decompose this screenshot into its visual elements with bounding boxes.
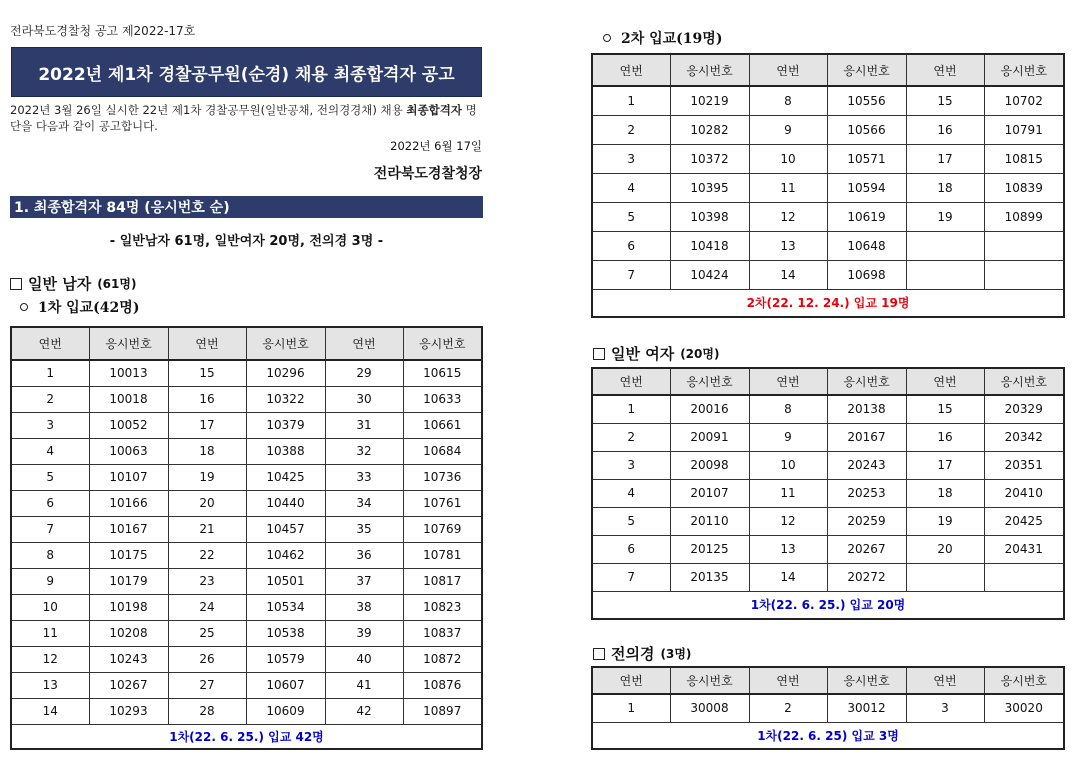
- cell-exam-no: 30012: [827, 694, 906, 722]
- cell-exam-no: 10425: [246, 464, 325, 490]
- cell-seq: 1: [592, 395, 670, 423]
- cell-seq: 33: [325, 464, 403, 490]
- checkbox-square-icon: [10, 278, 22, 290]
- table-row: [11, 464, 482, 490]
- column-header-exam-no: 응시번호: [670, 54, 749, 86]
- cell-seq: 12: [749, 507, 827, 535]
- cell-seq: 17: [906, 144, 984, 173]
- cell-seq: 23: [168, 568, 246, 594]
- table-header-row: [11, 327, 482, 360]
- women-heading: [593, 343, 719, 364]
- table-footer-note: 2차(22. 12. 24.) 입교 19명: [592, 289, 1064, 317]
- table-row: [592, 202, 1064, 231]
- cell-seq: 39: [325, 620, 403, 646]
- cell-exam-no: 20125: [670, 535, 749, 563]
- cell-seq: 32: [325, 438, 403, 464]
- men-round1-heading-label: 1차 입교(42명): [38, 300, 140, 316]
- cell-seq: 16: [906, 115, 984, 144]
- column-header-seq: 연번: [592, 667, 670, 694]
- cell-exam-no: 10615: [403, 360, 482, 386]
- column-header-seq: 연번: [749, 667, 827, 694]
- cell-exam-no: 10534: [246, 594, 325, 620]
- cell-seq: 3: [11, 412, 89, 438]
- cell-seq: 10: [11, 594, 89, 620]
- cell-exam-no: 10594: [827, 173, 906, 202]
- table-footer-row: [11, 724, 482, 749]
- table-header-row: [592, 368, 1064, 395]
- table-row: [11, 386, 482, 412]
- cell-seq: 1: [592, 86, 670, 115]
- cell-seq: 9: [749, 115, 827, 144]
- cell-seq: 18: [906, 173, 984, 202]
- cell-exam-no: 10013: [89, 360, 168, 386]
- cell-exam-no: 10769: [403, 516, 482, 542]
- table-row: [592, 395, 1064, 423]
- cell-seq: 13: [749, 231, 827, 260]
- men-heading-label: 일반 남자: [28, 275, 92, 293]
- cell-seq: 34: [325, 490, 403, 516]
- intro-text-end: 명단을 다음과 같이 공고합니다.: [10, 103, 477, 133]
- cell-exam-no: 10736: [403, 464, 482, 490]
- conscript-heading: [593, 643, 691, 664]
- cell-exam-no: 20138: [827, 395, 906, 423]
- cell-exam-no: [984, 260, 1064, 289]
- cell-exam-no: 10107: [89, 464, 168, 490]
- cell-exam-no: 10388: [246, 438, 325, 464]
- cell-seq: 2: [11, 386, 89, 412]
- table-row: [592, 535, 1064, 563]
- cell-exam-no: 10566: [827, 115, 906, 144]
- table-footer-note: 1차(22. 6. 25.) 입교 42명: [11, 724, 482, 749]
- cell-exam-no: 10293: [89, 698, 168, 724]
- table-footer-row: [592, 722, 1064, 749]
- cell-exam-no: 10661: [403, 412, 482, 438]
- cell-exam-no: 10379: [246, 412, 325, 438]
- men-round1-table: [10, 326, 483, 750]
- cell-exam-no: 10462: [246, 542, 325, 568]
- cell-exam-no: 10781: [403, 542, 482, 568]
- cell-seq: 36: [325, 542, 403, 568]
- cell-seq: 35: [325, 516, 403, 542]
- cell-seq: 8: [749, 395, 827, 423]
- table-row: [11, 438, 482, 464]
- column-header-seq: 연번: [325, 327, 403, 360]
- cell-seq: 30: [325, 386, 403, 412]
- column-header-exam-no: 응시번호: [984, 667, 1064, 694]
- table-row: [592, 86, 1064, 115]
- cell-seq: 3: [592, 144, 670, 173]
- table-row: [11, 594, 482, 620]
- table-row: [592, 694, 1064, 722]
- cell-exam-no: 10052: [89, 412, 168, 438]
- cell-exam-no: 10296: [246, 360, 325, 386]
- cell-exam-no: 10243: [89, 646, 168, 672]
- cell-exam-no: 10267: [89, 672, 168, 698]
- cell-exam-no: 10501: [246, 568, 325, 594]
- cell-seq: 20: [168, 490, 246, 516]
- cell-seq: 6: [11, 490, 89, 516]
- cell-exam-no: 10684: [403, 438, 482, 464]
- cell-exam-no: 30020: [984, 694, 1064, 722]
- column-header-seq: 연번: [906, 368, 984, 395]
- cell-exam-no: 20329: [984, 395, 1064, 423]
- table-row: [11, 620, 482, 646]
- column-header-seq: 연번: [749, 54, 827, 86]
- cell-exam-no: 10609: [246, 698, 325, 724]
- cell-exam-no: 10899: [984, 202, 1064, 231]
- cell-seq: 19: [906, 202, 984, 231]
- cell-seq: 18: [906, 479, 984, 507]
- cell-seq: 15: [168, 360, 246, 386]
- cell-exam-no: 10815: [984, 144, 1064, 173]
- cell-exam-no: [984, 231, 1064, 260]
- section-summary: - 일반남자 61명, 일반여자 20명, 전의경 3명 -: [109, 234, 384, 249]
- table-row: [11, 672, 482, 698]
- table-row: [11, 360, 482, 386]
- cell-seq: 31: [325, 412, 403, 438]
- cell-seq: 12: [11, 646, 89, 672]
- table-row: [592, 231, 1064, 260]
- checkbox-square-icon: [593, 648, 605, 660]
- cell-seq: 8: [11, 542, 89, 568]
- cell-exam-no: 10219: [670, 86, 749, 115]
- column-header-seq: 연번: [906, 54, 984, 86]
- cell-seq: 11: [749, 479, 827, 507]
- cell-seq: 14: [749, 563, 827, 591]
- cell-seq: 13: [749, 535, 827, 563]
- cell-seq: 19: [168, 464, 246, 490]
- section-title: 1. 최종합격자 84명 (응시번호 순): [10, 196, 483, 218]
- cell-exam-no: 10208: [89, 620, 168, 646]
- table-footer-note: 1차(22. 6. 25.) 입교 20명: [592, 591, 1064, 619]
- cell-seq: 9: [11, 568, 89, 594]
- cell-exam-no: 10395: [670, 173, 749, 202]
- circle-bullet-icon: [20, 303, 28, 311]
- issuer-name: 전라북도경찰청장: [373, 166, 482, 182]
- table-row: [592, 260, 1064, 289]
- cell-seq: 26: [168, 646, 246, 672]
- cell-seq: 14: [11, 698, 89, 724]
- cell-exam-no: 10282: [670, 115, 749, 144]
- cell-seq: [906, 231, 984, 260]
- men-round2-heading-label: 2차 입교(19명): [621, 31, 723, 47]
- table-row: [11, 568, 482, 594]
- column-header-exam-no: 응시번호: [984, 368, 1064, 395]
- table-row: [11, 412, 482, 438]
- cell-seq: 2: [749, 694, 827, 722]
- cell-exam-no: 10179: [89, 568, 168, 594]
- intro-emphasis: 최종합격자: [406, 103, 462, 117]
- cell-seq: 38: [325, 594, 403, 620]
- conscript-table: [591, 666, 1065, 750]
- cell-exam-no: 10761: [403, 490, 482, 516]
- cell-exam-no: 20410: [984, 479, 1064, 507]
- conscript-heading-label: 전의경: [611, 645, 655, 663]
- cell-seq: 29: [325, 360, 403, 386]
- cell-exam-no: 20107: [670, 479, 749, 507]
- table-row: [592, 115, 1064, 144]
- cell-seq: 27: [168, 672, 246, 698]
- column-header-exam-no: 응시번호: [827, 667, 906, 694]
- cell-seq: 15: [906, 86, 984, 115]
- cell-seq: 10: [749, 451, 827, 479]
- cell-seq: 17: [168, 412, 246, 438]
- table-footer-row: [592, 289, 1064, 317]
- cell-exam-no: 10556: [827, 86, 906, 115]
- table-row: [592, 144, 1064, 173]
- women-heading-count: (20명): [680, 347, 720, 361]
- cell-seq: 11: [11, 620, 89, 646]
- table-row: [592, 507, 1064, 535]
- cell-seq: 16: [906, 423, 984, 451]
- cell-exam-no: 10607: [246, 672, 325, 698]
- intro-text: 2022년 3월 26일 실시한 22년 제1차 경찰공무원(일반공채, 전의경경채) 채용: [10, 103, 407, 117]
- men-heading-count: (61명): [97, 277, 137, 291]
- cell-seq: 21: [168, 516, 246, 542]
- column-header-exam-no: 응시번호: [984, 54, 1064, 86]
- column-header-exam-no: 응시번호: [89, 327, 168, 360]
- column-header-exam-no: 응시번호: [827, 368, 906, 395]
- cell-seq: 5: [11, 464, 89, 490]
- column-header-exam-no: 응시번호: [246, 327, 325, 360]
- cell-seq: 16: [168, 386, 246, 412]
- cell-exam-no: 20425: [984, 507, 1064, 535]
- column-header-seq: 연번: [11, 327, 89, 360]
- cell-seq: 19: [906, 507, 984, 535]
- cell-seq: 41: [325, 672, 403, 698]
- cell-exam-no: 10872: [403, 646, 482, 672]
- cell-exam-no: 20243: [827, 451, 906, 479]
- cell-exam-no: 10322: [246, 386, 325, 412]
- column-header-seq: 연번: [592, 368, 670, 395]
- cell-exam-no: 20098: [670, 451, 749, 479]
- cell-exam-no: 10063: [89, 438, 168, 464]
- cell-exam-no: 10698: [827, 260, 906, 289]
- cell-exam-no: 20253: [827, 479, 906, 507]
- cell-seq: 7: [592, 563, 670, 591]
- cell-exam-no: [984, 563, 1064, 591]
- cell-exam-no: 20351: [984, 451, 1064, 479]
- cell-seq: 18: [168, 438, 246, 464]
- conscript-heading-count: (3명): [660, 647, 692, 661]
- table-row: [11, 516, 482, 542]
- cell-seq: 2: [592, 115, 670, 144]
- table-row: [11, 698, 482, 724]
- table-header-row: [592, 667, 1064, 694]
- notice-date: 2022년 6월 17일: [390, 139, 482, 153]
- cell-exam-no: 10424: [670, 260, 749, 289]
- cell-seq: 28: [168, 698, 246, 724]
- cell-seq: 5: [592, 202, 670, 231]
- cell-exam-no: 10839: [984, 173, 1064, 202]
- cell-seq: 7: [11, 516, 89, 542]
- cell-exam-no: 20259: [827, 507, 906, 535]
- cell-exam-no: 10837: [403, 620, 482, 646]
- cell-exam-no: 10619: [827, 202, 906, 231]
- cell-seq: 3: [906, 694, 984, 722]
- cell-exam-no: 20135: [670, 563, 749, 591]
- cell-exam-no: 10633: [403, 386, 482, 412]
- column-header-seq: 연번: [168, 327, 246, 360]
- cell-exam-no: 10876: [403, 672, 482, 698]
- cell-seq: 42: [325, 698, 403, 724]
- cell-seq: 6: [592, 535, 670, 563]
- table-row: [11, 490, 482, 516]
- cell-seq: 40: [325, 646, 403, 672]
- intro-paragraph: [10, 102, 486, 134]
- table-header-row: [592, 54, 1064, 86]
- table-row: [11, 646, 482, 672]
- women-heading-label: 일반 여자: [611, 345, 675, 363]
- column-header-exam-no: 응시번호: [827, 54, 906, 86]
- column-header-exam-no: 응시번호: [403, 327, 482, 360]
- cell-exam-no: 10372: [670, 144, 749, 173]
- cell-seq: 2: [592, 423, 670, 451]
- cell-exam-no: 10166: [89, 490, 168, 516]
- cell-seq: 12: [749, 202, 827, 231]
- cell-seq: 11: [749, 173, 827, 202]
- cell-seq: 5: [592, 507, 670, 535]
- cell-seq: 13: [11, 672, 89, 698]
- cell-exam-no: 10897: [403, 698, 482, 724]
- notice-number: 전라북도경찰청 공고 제2022-17호: [10, 24, 196, 38]
- cell-seq: 10: [749, 144, 827, 173]
- men-round1-heading: [20, 297, 139, 317]
- table-row: [11, 542, 482, 568]
- cell-exam-no: 10579: [246, 646, 325, 672]
- cell-exam-no: 10440: [246, 490, 325, 516]
- cell-exam-no: 20110: [670, 507, 749, 535]
- cell-seq: 3: [592, 451, 670, 479]
- cell-exam-no: 10538: [246, 620, 325, 646]
- cell-exam-no: 20167: [827, 423, 906, 451]
- cell-exam-no: 10817: [403, 568, 482, 594]
- cell-seq: 24: [168, 594, 246, 620]
- cell-exam-no: 10175: [89, 542, 168, 568]
- cell-exam-no: 10457: [246, 516, 325, 542]
- cell-seq: 4: [11, 438, 89, 464]
- men-round2-table: [591, 53, 1065, 318]
- table-row: [592, 423, 1064, 451]
- cell-seq: [906, 260, 984, 289]
- cell-seq: 7: [592, 260, 670, 289]
- table-footer-row: [592, 591, 1064, 619]
- cell-seq: 6: [592, 231, 670, 260]
- cell-seq: 14: [749, 260, 827, 289]
- cell-exam-no: 20431: [984, 535, 1064, 563]
- cell-exam-no: 30008: [670, 694, 749, 722]
- circle-bullet-icon: [603, 34, 611, 42]
- cell-exam-no: 10571: [827, 144, 906, 173]
- cell-exam-no: 10648: [827, 231, 906, 260]
- cell-exam-no: 20091: [670, 423, 749, 451]
- cell-exam-no: 10198: [89, 594, 168, 620]
- column-header-seq: 연번: [906, 667, 984, 694]
- cell-exam-no: 20272: [827, 563, 906, 591]
- men-round2-heading: [603, 28, 722, 48]
- cell-seq: 1: [11, 360, 89, 386]
- cell-seq: 37: [325, 568, 403, 594]
- cell-exam-no: 10823: [403, 594, 482, 620]
- table-row: [592, 173, 1064, 202]
- cell-seq: 4: [592, 479, 670, 507]
- table-row: [592, 479, 1064, 507]
- cell-seq: 17: [906, 451, 984, 479]
- cell-seq: 4: [592, 173, 670, 202]
- cell-exam-no: 20016: [670, 395, 749, 423]
- page-title: 2022년 제1차 경찰공무원(순경) 채용 최종합격자 공고: [11, 47, 482, 97]
- column-header-exam-no: 응시번호: [670, 368, 749, 395]
- column-header-seq: 연번: [749, 368, 827, 395]
- checkbox-square-icon: [593, 348, 605, 360]
- cell-seq: 9: [749, 423, 827, 451]
- cell-seq: 22: [168, 542, 246, 568]
- table-footer-note: 1차(22. 6. 25) 입교 3명: [592, 722, 1064, 749]
- cell-seq: 15: [906, 395, 984, 423]
- men-heading: [10, 273, 136, 294]
- cell-seq: 25: [168, 620, 246, 646]
- cell-exam-no: 20267: [827, 535, 906, 563]
- column-header-seq: 연번: [592, 54, 670, 86]
- table-row: [592, 563, 1064, 591]
- cell-exam-no: 20342: [984, 423, 1064, 451]
- cell-seq: [906, 563, 984, 591]
- cell-exam-no: 10018: [89, 386, 168, 412]
- cell-seq: 20: [906, 535, 984, 563]
- cell-exam-no: 10167: [89, 516, 168, 542]
- cell-seq: 1: [592, 694, 670, 722]
- column-header-exam-no: 응시번호: [670, 667, 749, 694]
- cell-exam-no: 10398: [670, 202, 749, 231]
- cell-exam-no: 10418: [670, 231, 749, 260]
- women-table: [591, 367, 1065, 620]
- cell-seq: 8: [749, 86, 827, 115]
- table-row: [592, 451, 1064, 479]
- cell-exam-no: 10791: [984, 115, 1064, 144]
- cell-exam-no: 10702: [984, 86, 1064, 115]
